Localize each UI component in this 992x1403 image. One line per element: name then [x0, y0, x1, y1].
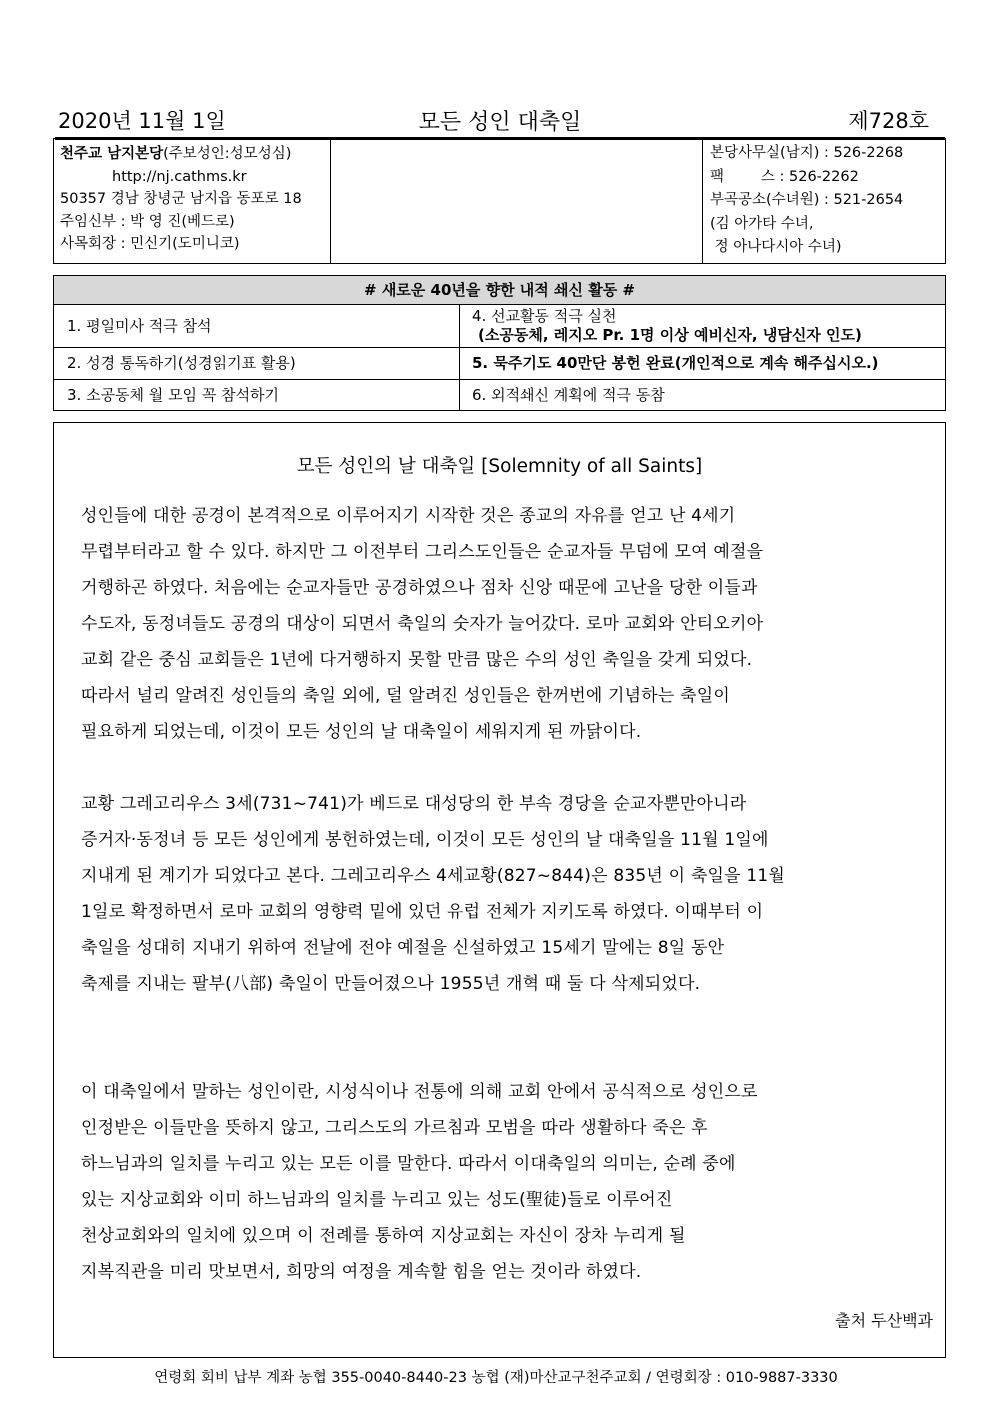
- issue-number: 제728호: [848, 109, 929, 133]
- text-line: 지내게 된 계기가 되었다고 본다. 그레고리우스 4세교황(827~844)은 835년 이 축일을 11월: [81, 866, 785, 886]
- article-title: 모든 성인의 날 대축일 [Solemnity of all Saints]: [296, 456, 703, 477]
- issue-header-line: [55, 103, 945, 140]
- sister-names-2: 정 아나다시아 수녀): [710, 239, 842, 255]
- convent-phone: 부곡공소(수녀원) : 521-2654: [710, 192, 904, 208]
- feast-title: 모든 성인 대축일: [418, 110, 582, 135]
- footer-account-info: 연령회 회비 납부 계좌 농협 355-0040-8440-23 농협 (재)마산교구천주교회 / 연령회장 : 010-9887-3330: [154, 1370, 838, 1386]
- parish-url[interactable]: http://nj.cathms.kr: [112, 168, 247, 185]
- office-phone: 본당사무실(남지) : 526-2268: [710, 145, 904, 161]
- text-line: 증거자·동정녀 등 모든 성인에게 봉헌하였는데, 이것이 모든 성인의 날 대축일을 11월 1일에: [81, 830, 769, 850]
- parish-council-head: 사목회장 : 민신기(도미니코): [60, 236, 240, 252]
- activity-1: 1. 평일미사 적극 참석: [54, 305, 460, 347]
- text-line: 거행하곤 하였다. 처음에는 순교자들만 공경하였으나 점차 신앙 때문에 고난을 당한 이들과: [81, 578, 758, 598]
- parish-patron: (주보성인:성모성심): [163, 146, 292, 162]
- text-line: 있는 지상교회와 이미 하느님과의 일치를 누리고 있는 성도(聖徒)들로 이루어진: [81, 1190, 673, 1210]
- parish-pastor: 주임신부 : 박 영 진(베드로): [60, 213, 235, 230]
- activity-4-detail: (소공동체, 레지오 Pr. 1명 이상 예비신자, 냉담신자 인도): [478, 326, 862, 344]
- renewal-activities-table: [53, 275, 946, 411]
- parish-address: 50357 경남 창녕군 남지읍 동포로 18: [60, 191, 302, 207]
- text-line: 천상교회와의 일치에 있으며 이 전례를 통하여 지상교회는 자신이 장차 누리게 될: [81, 1226, 686, 1246]
- activity-4: [460, 305, 945, 347]
- article-paragraph-2: [81, 786, 941, 1002]
- issue-date: 2020년 11월 1일: [58, 109, 226, 133]
- activity-6: 6. 외적쇄신 계획에 적극 동참: [472, 386, 665, 404]
- text-line: 지복직관을 미리 맛보면서, 희망의 여정을 계속할 힘을 얻는 것이라 하였다.: [81, 1262, 642, 1282]
- parish-info: [54, 139, 331, 263]
- table-row: [54, 348, 945, 380]
- table-row: [54, 305, 945, 348]
- text-line: 필요하게 되었는데, 이것이 모든 성인의 날 대축일이 세워지게 된 까닭이다.: [81, 722, 642, 742]
- activities-title: # 새로운 40년을 향한 내적 쇄신 활동 #: [54, 276, 945, 305]
- article-box: [53, 422, 946, 1358]
- article-source: 출처 두산백과: [835, 1311, 933, 1330]
- fax-number: 팩 스 : 526-2262: [710, 168, 859, 185]
- text-line: 성인들에 대한 공경이 본격적으로 이루어지기 시작한 것은 종교의 자유를 얻고 난 4세기: [81, 506, 736, 526]
- text-line: 이 대축일에서 말하는 성인이란, 시성식이나 전통에 의해 교회 안에서 공식적으로 성인으로: [81, 1082, 758, 1102]
- text-line: 축제를 지내는 팔부(八部) 축일이 만들어졌으나 1955년 개혁 때 둘 다 삭제되었다.: [81, 974, 701, 994]
- text-line: 하느님과의 일치를 누리고 있는 모든 이를 말한다. 따라서 이대축일의 의미는, 순례 중에: [81, 1154, 736, 1174]
- text-line: 수도자, 동정녀들도 공경의 대상이 되면서 축일의 숫자가 늘어갔다. 로마 교회와 안티오키아: [81, 614, 764, 634]
- table-row: [54, 380, 945, 411]
- text-line: 따라서 널리 알려진 성인들의 축일 외에, 덜 알려진 성인들은 한꺼번에 기념하는 축일이: [81, 686, 731, 706]
- activity-3: 3. 소공동체 월 모임 꼭 참석하기: [54, 380, 460, 411]
- activity-2: 2. 성경 통독하기(성경읽기표 활용): [54, 348, 460, 379]
- article-paragraph-3: [81, 1074, 941, 1290]
- article-paragraph-1: [81, 498, 941, 750]
- sister-names-1: (김 아가타 수녀,: [710, 215, 814, 232]
- activity-5: 5. 묵주기도 40만단 봉헌 완료(개인적으로 계속 해주십시오.): [472, 354, 879, 372]
- text-line: 축일을 성대히 지내기 위하여 전날에 전야 예절을 신설하였고 15세기 말에는 8일 동안: [81, 938, 725, 958]
- activity-4-title: 4. 선교활동 적극 실천: [472, 307, 617, 325]
- parish-name-line: [60, 143, 330, 166]
- parish-name: 천주교 남지본당: [60, 146, 164, 162]
- text-line: 무렵부터라고 할 수 있다. 하지만 그 이전부터 그리스도인들은 순교자들 무덤에 모여 예절을: [81, 542, 764, 562]
- text-line: 인정받은 이들만을 뜻하지 않고, 그리스도의 가르침과 모범을 따라 생활하다 죽은 후: [81, 1118, 708, 1138]
- bulletin-masthead: [332, 139, 702, 263]
- text-line: 교황 그레고리우스 3세(731~741)가 베드로 대성당의 한 부속 경당을 순교자뿐만아니라: [81, 794, 747, 814]
- contact-info: [702, 139, 945, 263]
- masthead-box: [53, 138, 946, 264]
- text-line: 교회 같은 중심 교회들은 1년에 다거행하지 못할 만큼 많은 수의 성인 축일을 갖게 되었다.: [81, 650, 753, 670]
- text-line: 1일로 확정하면서 로마 교회의 영향력 밑에 있던 유럽 전체가 지키도록 하였다. 이때부터 이: [81, 902, 764, 922]
